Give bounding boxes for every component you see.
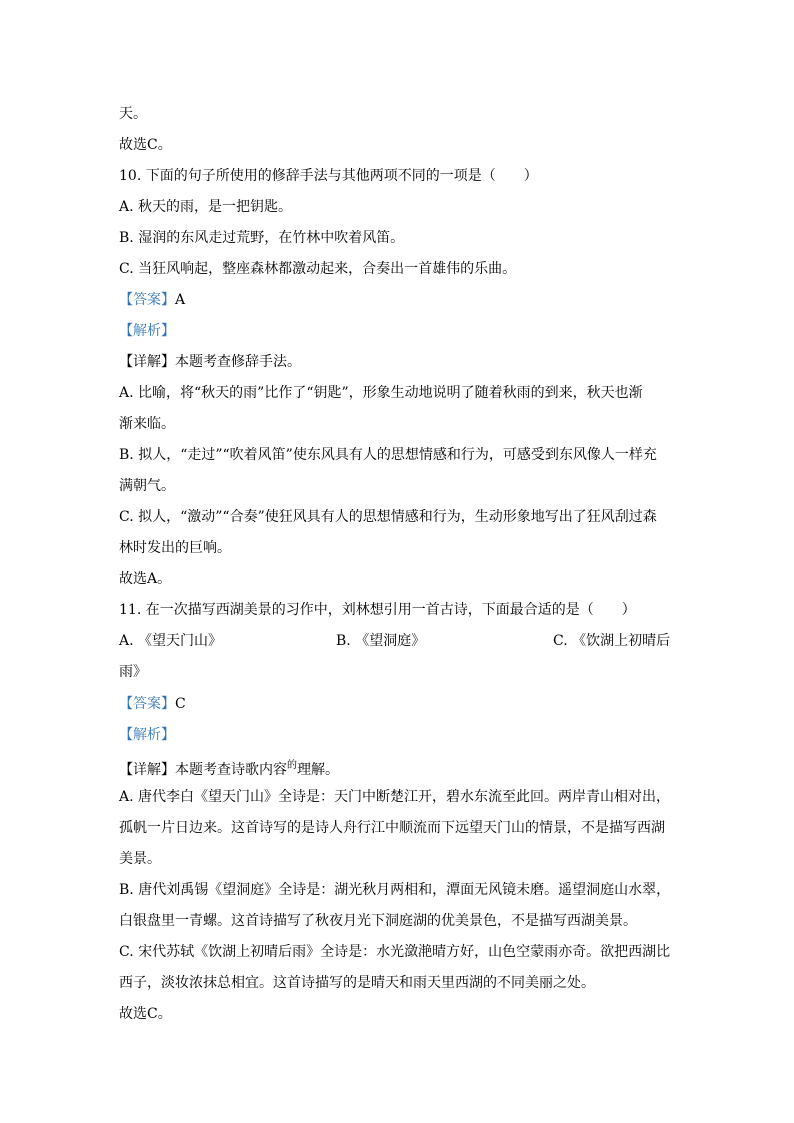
- explanation-line: 孤帆一片日边来。这首诗写的是诗人舟行江中顺流而下远望天门山的情景，不是描写西湖: [119, 820, 665, 836]
- explanation-line: C. 拟人，“激动”“合奏”使狂风具有人的思想情感和行为，生动形象地写出了狂风刮过森: [119, 509, 657, 525]
- explanation-line: A. 唐代李白《望天门山》全诗是：天门中断楚江开，碧水东流至此回。两岸青山相对出，: [119, 789, 671, 805]
- question-11: 11. 在一次描写西湖美景的习作中，刘林想引用一首古诗，下面最合适的是（ ）: [119, 602, 636, 618]
- detail-tag: 【详解】: [119, 354, 175, 370]
- detail-intro: 本题考查诗歌内容: [175, 762, 287, 778]
- explanation-line: 满朝气。: [119, 478, 175, 494]
- option-b: B. 《望洞庭》: [336, 633, 426, 649]
- conclusion-line: 故选A。: [119, 571, 172, 587]
- explanation-line: 美景。: [119, 851, 161, 867]
- analysis-tag: 【解析】: [119, 727, 175, 743]
- answer-line: [119, 290, 679, 310]
- detail-intro: 本题考查修辞手法。: [175, 354, 301, 370]
- explanation-line: B. 拟人，“走过”“吹着风笛”使东风具有人的思想情感和行为，可感受到东风像人一样充: [119, 447, 657, 463]
- answer-line: [119, 694, 679, 714]
- detail-intro-end: 理解。: [297, 762, 339, 778]
- answer-tag: 【答案】: [119, 696, 175, 712]
- answer-tag: 【答案】: [119, 292, 175, 308]
- answer-value: A: [175, 292, 186, 308]
- conclusion-line: 故选C。: [119, 1006, 172, 1022]
- text-line: 天。: [119, 106, 147, 122]
- analysis-line: [119, 321, 679, 341]
- explanation-line: B. 唐代刘禹锡《望洞庭》全诗是：湖光秋月两相和，潭面无风镜未磨。遥望洞庭山水翠，: [119, 882, 671, 898]
- option-c-continued: 雨》: [119, 664, 147, 680]
- explanation-line: 渐来临。: [119, 416, 175, 432]
- option-a: A. 秋天的雨，是一把钥匙。: [119, 199, 293, 215]
- detail-intro-superscript: 的: [287, 760, 297, 771]
- question-10: 10. 下面的句子所使用的修辞手法与其他两项不同的一项是（ ）: [119, 168, 538, 184]
- explanation-line: 白银盘里一青螺。这首诗描写了秋夜月光下洞庭湖的优美景色，不是描写西湖美景。: [119, 913, 637, 929]
- answer-value: C: [175, 696, 186, 712]
- option-c: C. 《饮湖上初晴后: [553, 633, 671, 649]
- explanation-line: A. 比喻，将“秋天的雨”比作了“钥匙”，形象生动地说明了随着秋雨的到来，秋天也渐: [119, 385, 643, 401]
- detail-line: [119, 756, 679, 776]
- detail-tag: 【详解】: [119, 762, 175, 778]
- option-c: C. 当狂风响起，整座森林都激动起来，合奏出一首雄伟的乐曲。: [119, 261, 517, 277]
- explanation-line: 林时发出的巨响。: [119, 540, 231, 556]
- option-b: B. 湿润的东风走过荒野，在竹林中吹着风笛。: [119, 230, 405, 246]
- explanation-line: C. 宋代苏轼《饮湖上初晴后雨》全诗是：水光潋滟晴方好，山色空蒙雨亦奇。欲把西湖比: [119, 944, 671, 960]
- analysis-line: [119, 725, 679, 745]
- options-row: [119, 631, 679, 651]
- option-a: A. 《望天门山》: [119, 633, 223, 649]
- conclusion-line: 故选C。: [119, 137, 172, 153]
- explanation-line: 西子，淡妆浓抹总相宜。这首诗描写的是晴天和雨天里西湖的不同美丽之处。: [119, 975, 595, 991]
- analysis-tag: 【解析】: [119, 323, 175, 339]
- detail-line: [119, 352, 679, 372]
